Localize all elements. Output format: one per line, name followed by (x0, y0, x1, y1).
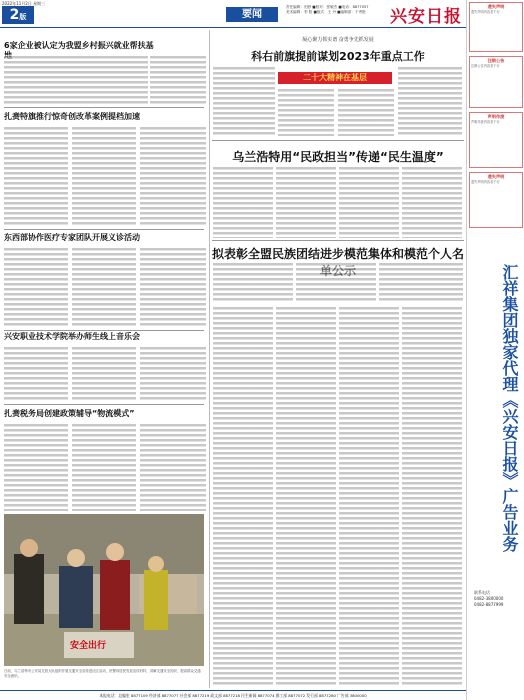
article-1-body (4, 55, 148, 105)
notice-text: 声明作废内容若干行 (471, 120, 500, 124)
article-2-body-col3 (140, 126, 206, 226)
ad-contact (474, 590, 503, 608)
notice-title: 遗失声明 (487, 174, 505, 179)
article-3-body-col2 (72, 247, 136, 327)
footer-phone-line: 本报电话：总编室 8877109 经济部 8877077 社会部 8877219 政文部 8877218 民生新闻 8877074 群工部 8877072 发行部 8877280 广告部 3800000 (0, 690, 466, 700)
theme-banner: 二十大精神在基层 (278, 72, 392, 84)
ad-tel-2: 0482-8877999 (474, 602, 504, 607)
article-3-body-col3 (140, 247, 206, 327)
article-4-body-col3 (140, 346, 206, 402)
article-5-body-col2 (72, 423, 136, 511)
article-4-body-col2 (72, 346, 136, 402)
wulan-body-col4 (402, 166, 462, 238)
article-1-title: 6家企业被认定为我盟乡村振兴就业帮扶基 (4, 41, 154, 50)
divider (4, 229, 204, 230)
divider (4, 107, 204, 108)
notice-box (469, 172, 523, 228)
notice-title: 注销公告 (487, 58, 505, 63)
divider (212, 240, 464, 241)
page-number-digit: 2 (9, 7, 20, 23)
wulan-body-col3 (339, 166, 399, 238)
section-title: 要闻 (226, 7, 278, 22)
notice-text: 遗失声明内容若干行 (471, 180, 500, 184)
column-divider (209, 30, 210, 688)
editor-line-1: 责任编辑：田野 ■校对：张敏杰 ■电话：8877057 (286, 5, 369, 9)
notice-box (469, 56, 523, 108)
notice-title: 声明作废 (487, 114, 505, 119)
article-4-title: 兴安职业技术学院举办师生线上音乐会 (4, 332, 140, 341)
list-intro-col3 (379, 262, 463, 302)
lead-body-col2 (278, 88, 334, 136)
article-4-body (4, 346, 68, 402)
lead-body (213, 66, 275, 136)
notice-text: 注销公告内容若干行 (471, 64, 500, 68)
name-list-col2 (276, 306, 336, 686)
news-photo (4, 514, 204, 666)
article-5-title: 扎赉税务局创建政策辅导“物流模式” (4, 409, 135, 418)
notice-text: 遗失声明内容若干行 (471, 10, 500, 14)
name-list-col1 (213, 306, 273, 686)
article-2-body-col2 (72, 126, 136, 226)
lead-kicker: 凝心聚力抓实谱 奋勇争先抓发展 (302, 37, 374, 43)
lead-body-col3 (338, 88, 394, 136)
photo-caption: 日前，乌兰浩特市公安局交管大队组织开展交通安全宣传进社区活动，民警向居民发放宣传材料，讲解交通安全知识，提高群众交通安全意识。 (4, 669, 201, 678)
editor-line-2: 美术编辑：李 阳 ■版式：王 丹 ■编辑部：于秀艳 (286, 10, 366, 14)
wulan-body-col2 (276, 166, 336, 238)
wulan-headline: 乌兰浩特用“民政担当”传递“民生温度” (232, 150, 444, 164)
notice-title: 遗失声明 (487, 4, 505, 9)
notice-box (469, 112, 523, 168)
masthead-logo: 兴安日报 (390, 7, 462, 27)
article-3-title: 东西部协作医疗专家团队开展义诊活动 (4, 233, 140, 242)
ad-tel-1: 0482-3800000 (474, 596, 504, 601)
list-headline: 拟表彰全盟民族团结进步模范集体和模范个人名 (212, 247, 465, 261)
page-number (2, 6, 34, 24)
page-number-suffix: 版 (19, 13, 27, 21)
ad-tel-label: 联系电话 (474, 590, 490, 595)
photo-sign-text: 安全出行 (70, 641, 107, 651)
divider (4, 404, 204, 405)
wulan-body (213, 166, 273, 238)
header-rule (0, 27, 466, 28)
editor-meta (286, 5, 369, 15)
name-list-col4 (402, 306, 462, 686)
issue-date: 2022年11月2日 星期三 (2, 1, 46, 6)
divider (212, 140, 464, 141)
lead-headline: 科右前旗提前谋划2023年重点工作 (251, 50, 425, 63)
article-3-body (4, 247, 68, 327)
article-1-body-col2 (150, 55, 206, 105)
list-intro (213, 262, 293, 302)
divider (4, 330, 204, 331)
article-2-body (4, 126, 68, 226)
article-2-title: 扎赉特旗推行惊奇创改革案例提档加速 (4, 112, 140, 121)
notice-box (469, 2, 523, 52)
ad-agency-title: 汇祥集团独家代理《兴安日报》广告业务 (500, 264, 519, 552)
article-5-body-col3 (140, 423, 206, 511)
lead-body-col4 (398, 66, 462, 136)
list-intro-col2 (296, 262, 376, 302)
name-list-col3 (339, 306, 399, 686)
article-5-body (4, 423, 68, 511)
